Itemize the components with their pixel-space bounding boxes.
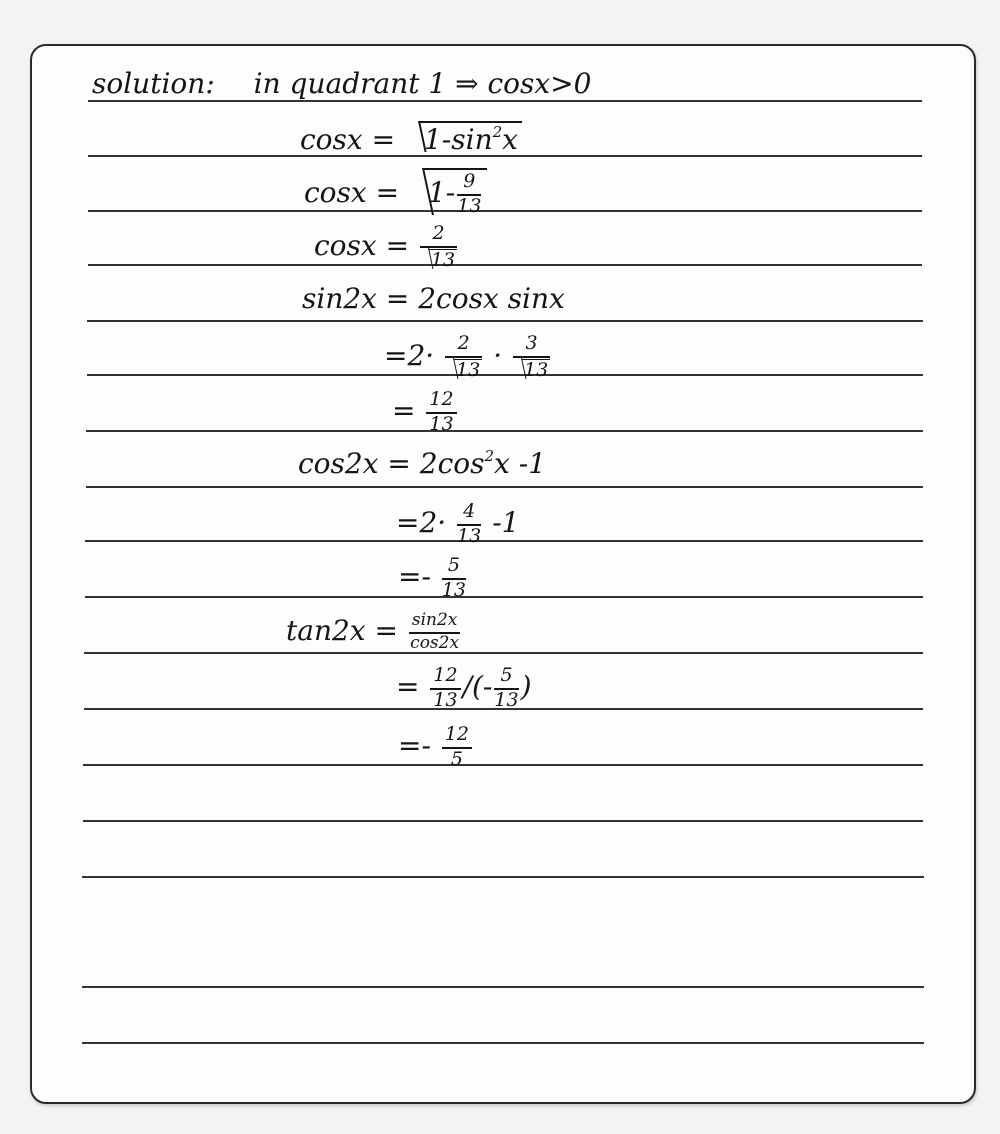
- tan2x-formula-line: [286, 612, 462, 653]
- sqrt-symbol: [429, 249, 457, 271]
- fraction: [457, 502, 481, 547]
- sin2x-substitution-line: [384, 334, 552, 381]
- numerator: 3: [513, 334, 550, 358]
- close-paren: ): [520, 669, 532, 703]
- divide-open: /(-: [462, 669, 493, 703]
- numerator: 2: [445, 334, 482, 358]
- notebook-page: [30, 44, 976, 1104]
- denominator: 13: [429, 412, 454, 435]
- ruled-line: [87, 320, 923, 322]
- radicand: 13: [456, 358, 481, 381]
- cos2x-formula: cos2x = 2cos: [298, 447, 485, 480]
- fraction: [420, 224, 457, 271]
- solution-label: solution:: [92, 67, 215, 100]
- denominator: [420, 248, 457, 271]
- fraction: [409, 612, 461, 653]
- equals-two: =2·: [396, 505, 447, 539]
- radicand-var: x: [502, 123, 518, 156]
- denominator: 13: [441, 578, 467, 601]
- denominator: 13: [433, 688, 458, 711]
- equals-sign: =: [396, 669, 420, 703]
- fraction: [513, 334, 550, 381]
- solution-heading: [92, 67, 592, 100]
- radicand: 13: [430, 248, 456, 271]
- radicand-part: 1-sin: [423, 123, 493, 156]
- ruled-line: [82, 1042, 924, 1044]
- numerator: 5: [494, 666, 518, 690]
- tan2x-result-line: [398, 725, 474, 770]
- ruled-line: [86, 430, 923, 432]
- numerator: 2: [420, 224, 457, 248]
- ruled-line: [88, 264, 922, 266]
- ruled-line: [88, 100, 922, 102]
- denominator: 13: [494, 688, 519, 711]
- denominator: [513, 358, 550, 381]
- fraction: [457, 172, 481, 217]
- denominator: 5: [450, 747, 463, 770]
- sqrt-expression: [420, 121, 522, 154]
- cos2x-formula-line: [298, 449, 546, 478]
- sin2x-formula: sin2x = 2cosx sinx: [302, 282, 565, 315]
- equals-minus: =-: [398, 559, 431, 593]
- ruled-line: [84, 652, 923, 654]
- fraction: [430, 666, 460, 711]
- ruled-line: [83, 820, 923, 822]
- equals-minus: =-: [398, 728, 431, 762]
- numerator: 12: [426, 390, 456, 414]
- ruled-line: [82, 986, 924, 988]
- numerator: 9: [457, 172, 481, 196]
- cos-identity-line: [300, 121, 522, 154]
- fraction: [494, 666, 518, 711]
- numerator: sin2x: [409, 612, 461, 634]
- cos2x-substitution-line: [396, 502, 519, 547]
- radicand-part: 1-: [427, 175, 456, 209]
- tan2x-lhs: tan2x =: [286, 613, 398, 647]
- fraction: [442, 556, 466, 601]
- fraction: [426, 390, 456, 435]
- sqrt-symbol: [454, 359, 482, 381]
- cos-value-line: [314, 224, 459, 271]
- exponent: 2: [484, 447, 495, 465]
- sqrt-symbol: [522, 359, 550, 381]
- cos-lhs: cosx =: [314, 228, 410, 262]
- cos2x-formula-tail: x -1: [494, 447, 547, 480]
- ruled-line: [86, 486, 923, 488]
- numerator: 12: [442, 725, 472, 749]
- cos-lhs: cosx =: [304, 175, 400, 209]
- minus-one: -1: [492, 505, 520, 539]
- sqrt-expression: [424, 168, 487, 217]
- ruled-line: [88, 210, 922, 212]
- denominator: [445, 358, 482, 381]
- fraction: [445, 334, 482, 381]
- numerator: 12: [430, 666, 460, 690]
- equals-sign: =: [392, 393, 416, 427]
- sin2x-formula-line: [302, 282, 565, 315]
- denominator: cos2x: [410, 632, 460, 653]
- cos-lhs: cosx =: [300, 123, 396, 156]
- numerator: 5: [442, 556, 466, 580]
- denominator: 13: [457, 524, 482, 547]
- exponent: 2: [492, 123, 503, 141]
- cos-substitution-line: [304, 168, 487, 217]
- multiply-dot: ·: [493, 338, 503, 372]
- radicand: 13: [524, 358, 549, 381]
- ruled-line: [83, 764, 923, 766]
- ruled-line: [85, 596, 923, 598]
- tan2x-substitution-line: [396, 666, 532, 711]
- ruled-line: [82, 876, 924, 878]
- equals-two: =2·: [384, 338, 435, 372]
- sin2x-result-line: [392, 390, 459, 435]
- cos2x-result-line: [398, 556, 468, 601]
- numerator: 4: [457, 502, 481, 526]
- denominator: 13: [457, 194, 482, 217]
- quadrant-statement: in quadrant 1 ⇒ cosx>0: [253, 67, 592, 100]
- fraction: [442, 725, 472, 770]
